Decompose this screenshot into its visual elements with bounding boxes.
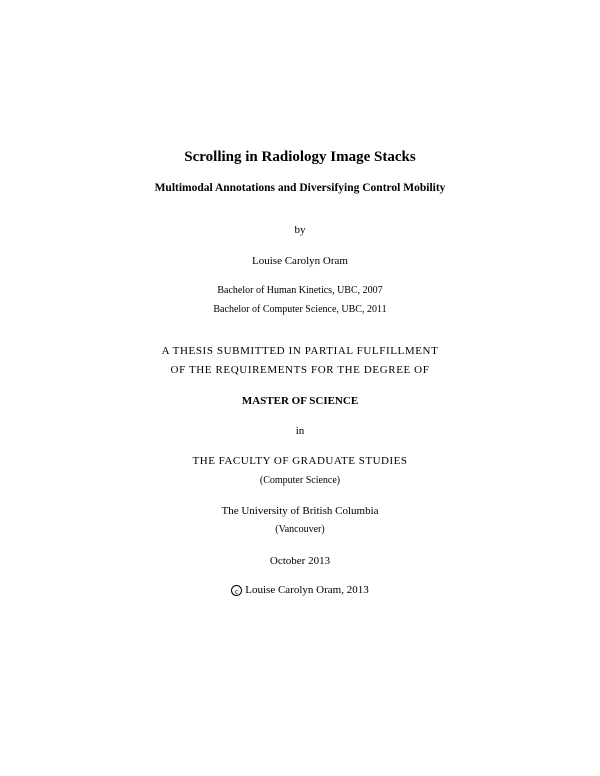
thesis-statement-line-1: A THESIS SUBMITTED IN PARTIAL FULFILLMENT xyxy=(161,345,439,357)
copyright-text: Louise Carolyn Oram, 2013 xyxy=(245,584,369,596)
copyright-notice xyxy=(0,585,600,596)
thesis-subtitle: Multimodal Annotations and Diversifying Control Mobility xyxy=(154,182,446,194)
prior-degree-1: Bachelor of Human Kinetics, UBC, 2007 xyxy=(217,285,383,296)
author-name: Louise Carolyn Oram xyxy=(252,255,348,267)
submission-date: October 2013 xyxy=(269,555,331,567)
department-name: (Computer Science) xyxy=(259,475,341,486)
copyright-icon: c xyxy=(231,585,242,596)
in-text: in xyxy=(295,425,305,437)
thesis-title: Scrolling in Radiology Image Stacks xyxy=(184,149,416,165)
degree-name: MASTER OF SCIENCE xyxy=(241,395,359,407)
campus-name: (Vancouver) xyxy=(275,524,325,535)
thesis-statement-line-2: OF THE REQUIREMENTS FOR THE DEGREE OF xyxy=(170,364,430,376)
by-text: by xyxy=(294,224,306,236)
university-name: The University of British Columbia xyxy=(221,505,379,517)
faculty-name: THE FACULTY OF GRADUATE STUDIES xyxy=(192,455,408,467)
prior-degree-2: Bachelor of Computer Science, UBC, 2011 xyxy=(213,304,387,315)
